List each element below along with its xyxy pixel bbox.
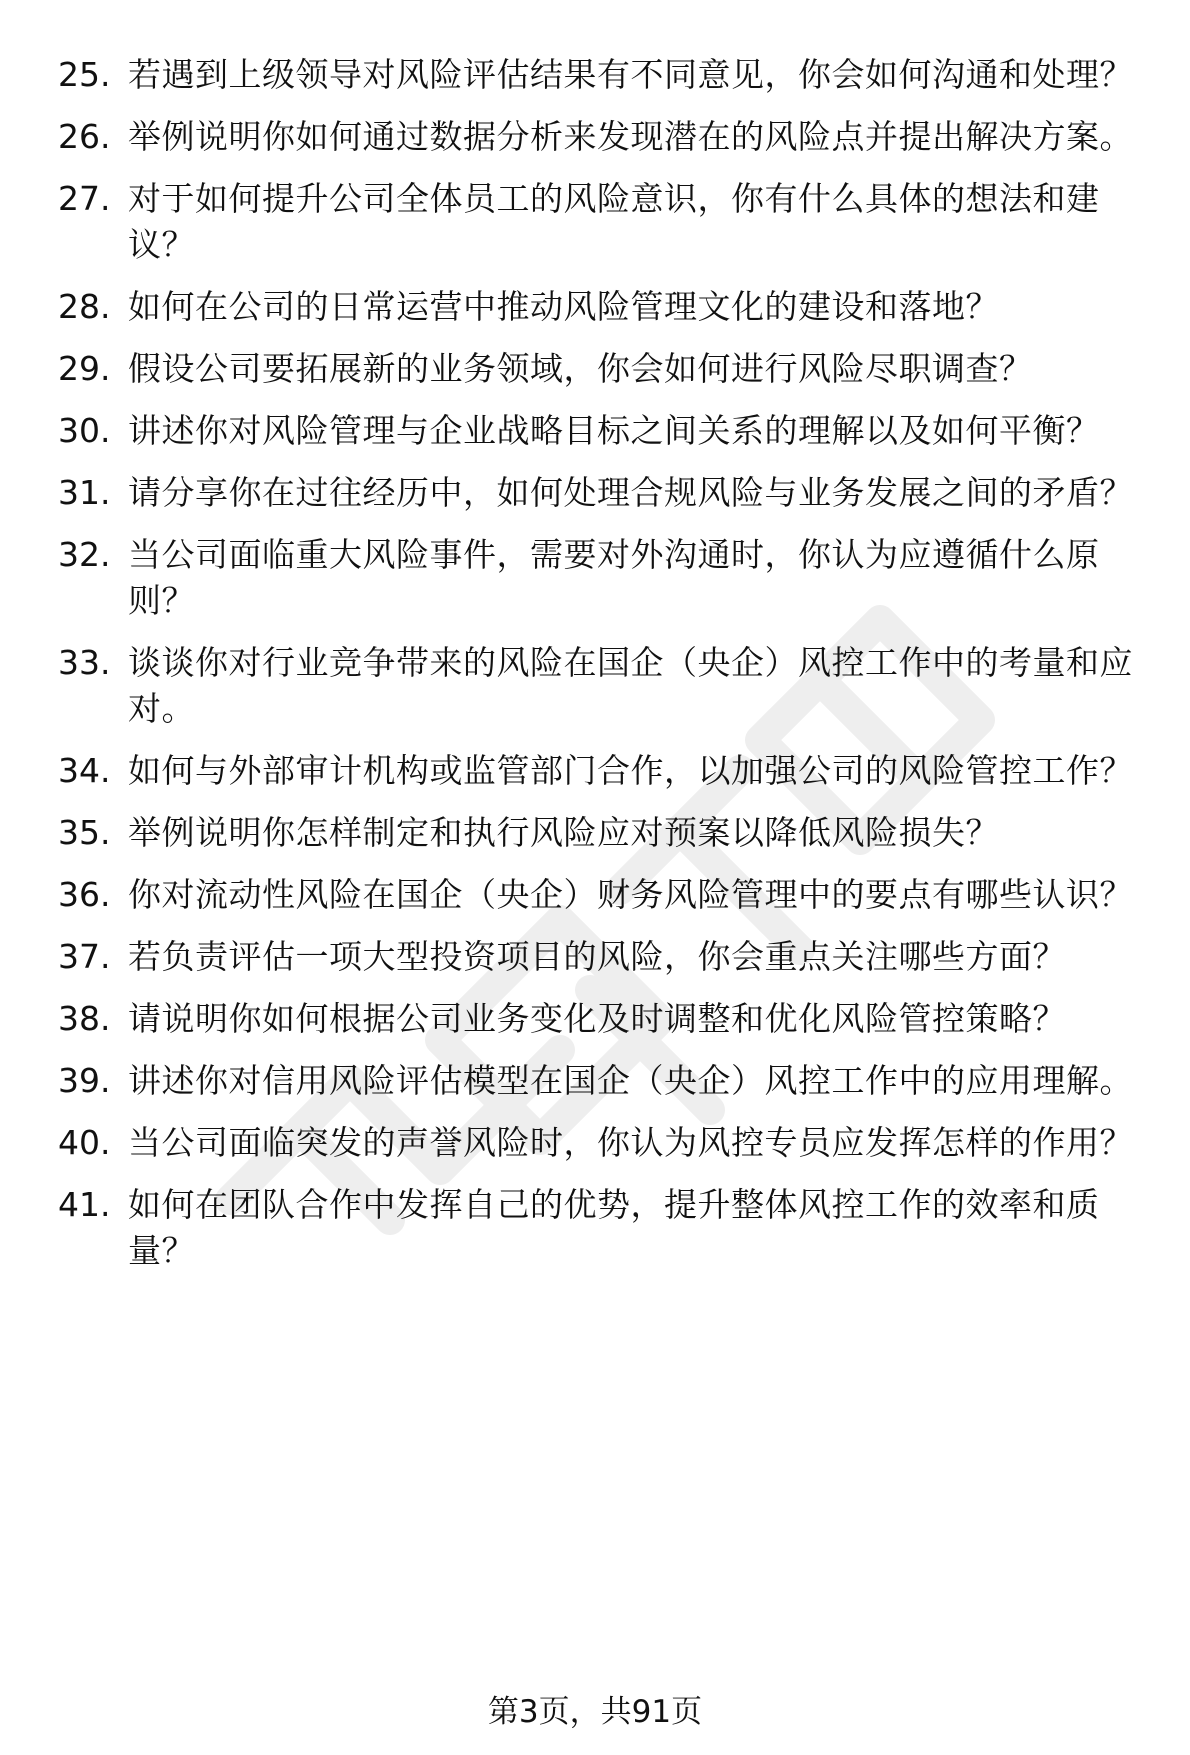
question-text: 假设公司要拓展新的业务领域，你会如何进行风险尽职调查？ (128, 349, 1033, 388)
question-list (0, 52, 1190, 1290)
question-number: 36. (58, 875, 111, 914)
question-item (0, 532, 1190, 624)
question-number: 37. (58, 937, 111, 976)
question-text: 如何在公司的日常运营中推动风险管理文化的建设和落地？ (128, 287, 999, 326)
question-item (0, 1120, 1190, 1166)
question-item (0, 346, 1190, 392)
question-number: 34. (58, 751, 111, 790)
question-number: 40. (58, 1123, 111, 1162)
question-number: 25. (58, 55, 111, 94)
question-text: 举例说明你如何通过数据分析来发现潜在的风险点并提出解决方案。 (128, 117, 1133, 156)
question-item (0, 1182, 1190, 1274)
page-number: 第3页，共91页 (487, 1694, 703, 1730)
question-text: 讲述你对信用风险评估模型在国企（央企）风控工作中的应用理解。 (128, 1061, 1133, 1100)
question-text: 当公司面临重大风险事件，需要对外沟通时，你认为应遵循什么原则？ (128, 535, 1100, 620)
question-text: 举例说明你怎样制定和执行风险应对预案以降低风险损失？ (128, 813, 999, 852)
question-number: 33. (58, 643, 111, 682)
question-number: 26. (58, 117, 111, 156)
question-number: 41. (58, 1185, 111, 1224)
question-item (0, 640, 1190, 732)
question-item (0, 872, 1190, 918)
question-number: 27. (58, 179, 111, 218)
question-number: 29. (58, 349, 111, 388)
question-item (0, 934, 1190, 980)
question-text: 如何在团队合作中发挥自己的优势，提升整体风控工作的效率和质量？ (128, 1185, 1100, 1270)
question-number: 35. (58, 813, 111, 852)
question-number: 31. (58, 473, 111, 512)
question-item (0, 176, 1190, 268)
question-text: 如何与外部审计机构或监管部门合作，以加强公司的风险管控工作？ (128, 751, 1133, 790)
question-number: 32. (58, 535, 111, 574)
question-item (0, 1058, 1190, 1104)
question-item (0, 996, 1190, 1042)
question-item (0, 810, 1190, 856)
question-text: 请说明你如何根据公司业务变化及时调整和优化风险管控策略？ (128, 999, 1066, 1038)
question-item (0, 470, 1190, 516)
question-item (0, 284, 1190, 330)
question-text: 谈谈你对行业竞争带来的风险在国企（央企）风控工作中的考量和应对。 (128, 643, 1133, 728)
question-text: 当公司面临突发的声誉风险时，你认为风控专员应发挥怎样的作用？ (128, 1123, 1133, 1162)
question-item (0, 408, 1190, 454)
question-item (0, 748, 1190, 794)
question-number: 38. (58, 999, 111, 1038)
question-text: 你对流动性风险在国企（央企）财务风险管理中的要点有哪些认识？ (128, 875, 1133, 914)
question-text: 对于如何提升公司全体员工的风险意识，你有什么具体的想法和建议？ (128, 179, 1100, 264)
question-item (0, 52, 1190, 98)
question-number: 30. (58, 411, 111, 450)
question-text: 若遇到上级领导对风险评估结果有不同意见，你会如何沟通和处理？ (128, 55, 1133, 94)
question-number: 28. (58, 287, 111, 326)
question-text: 若负责评估一项大型投资项目的风险，你会重点关注哪些方面？ (128, 937, 1066, 976)
question-item (0, 114, 1190, 160)
question-text: 讲述你对风险管理与企业战略目标之间关系的理解以及如何平衡？ (128, 411, 1100, 450)
question-text: 请分享你在过往经历中，如何处理合规风险与业务发展之间的矛盾？ (128, 473, 1133, 512)
question-number: 39. (58, 1061, 111, 1100)
